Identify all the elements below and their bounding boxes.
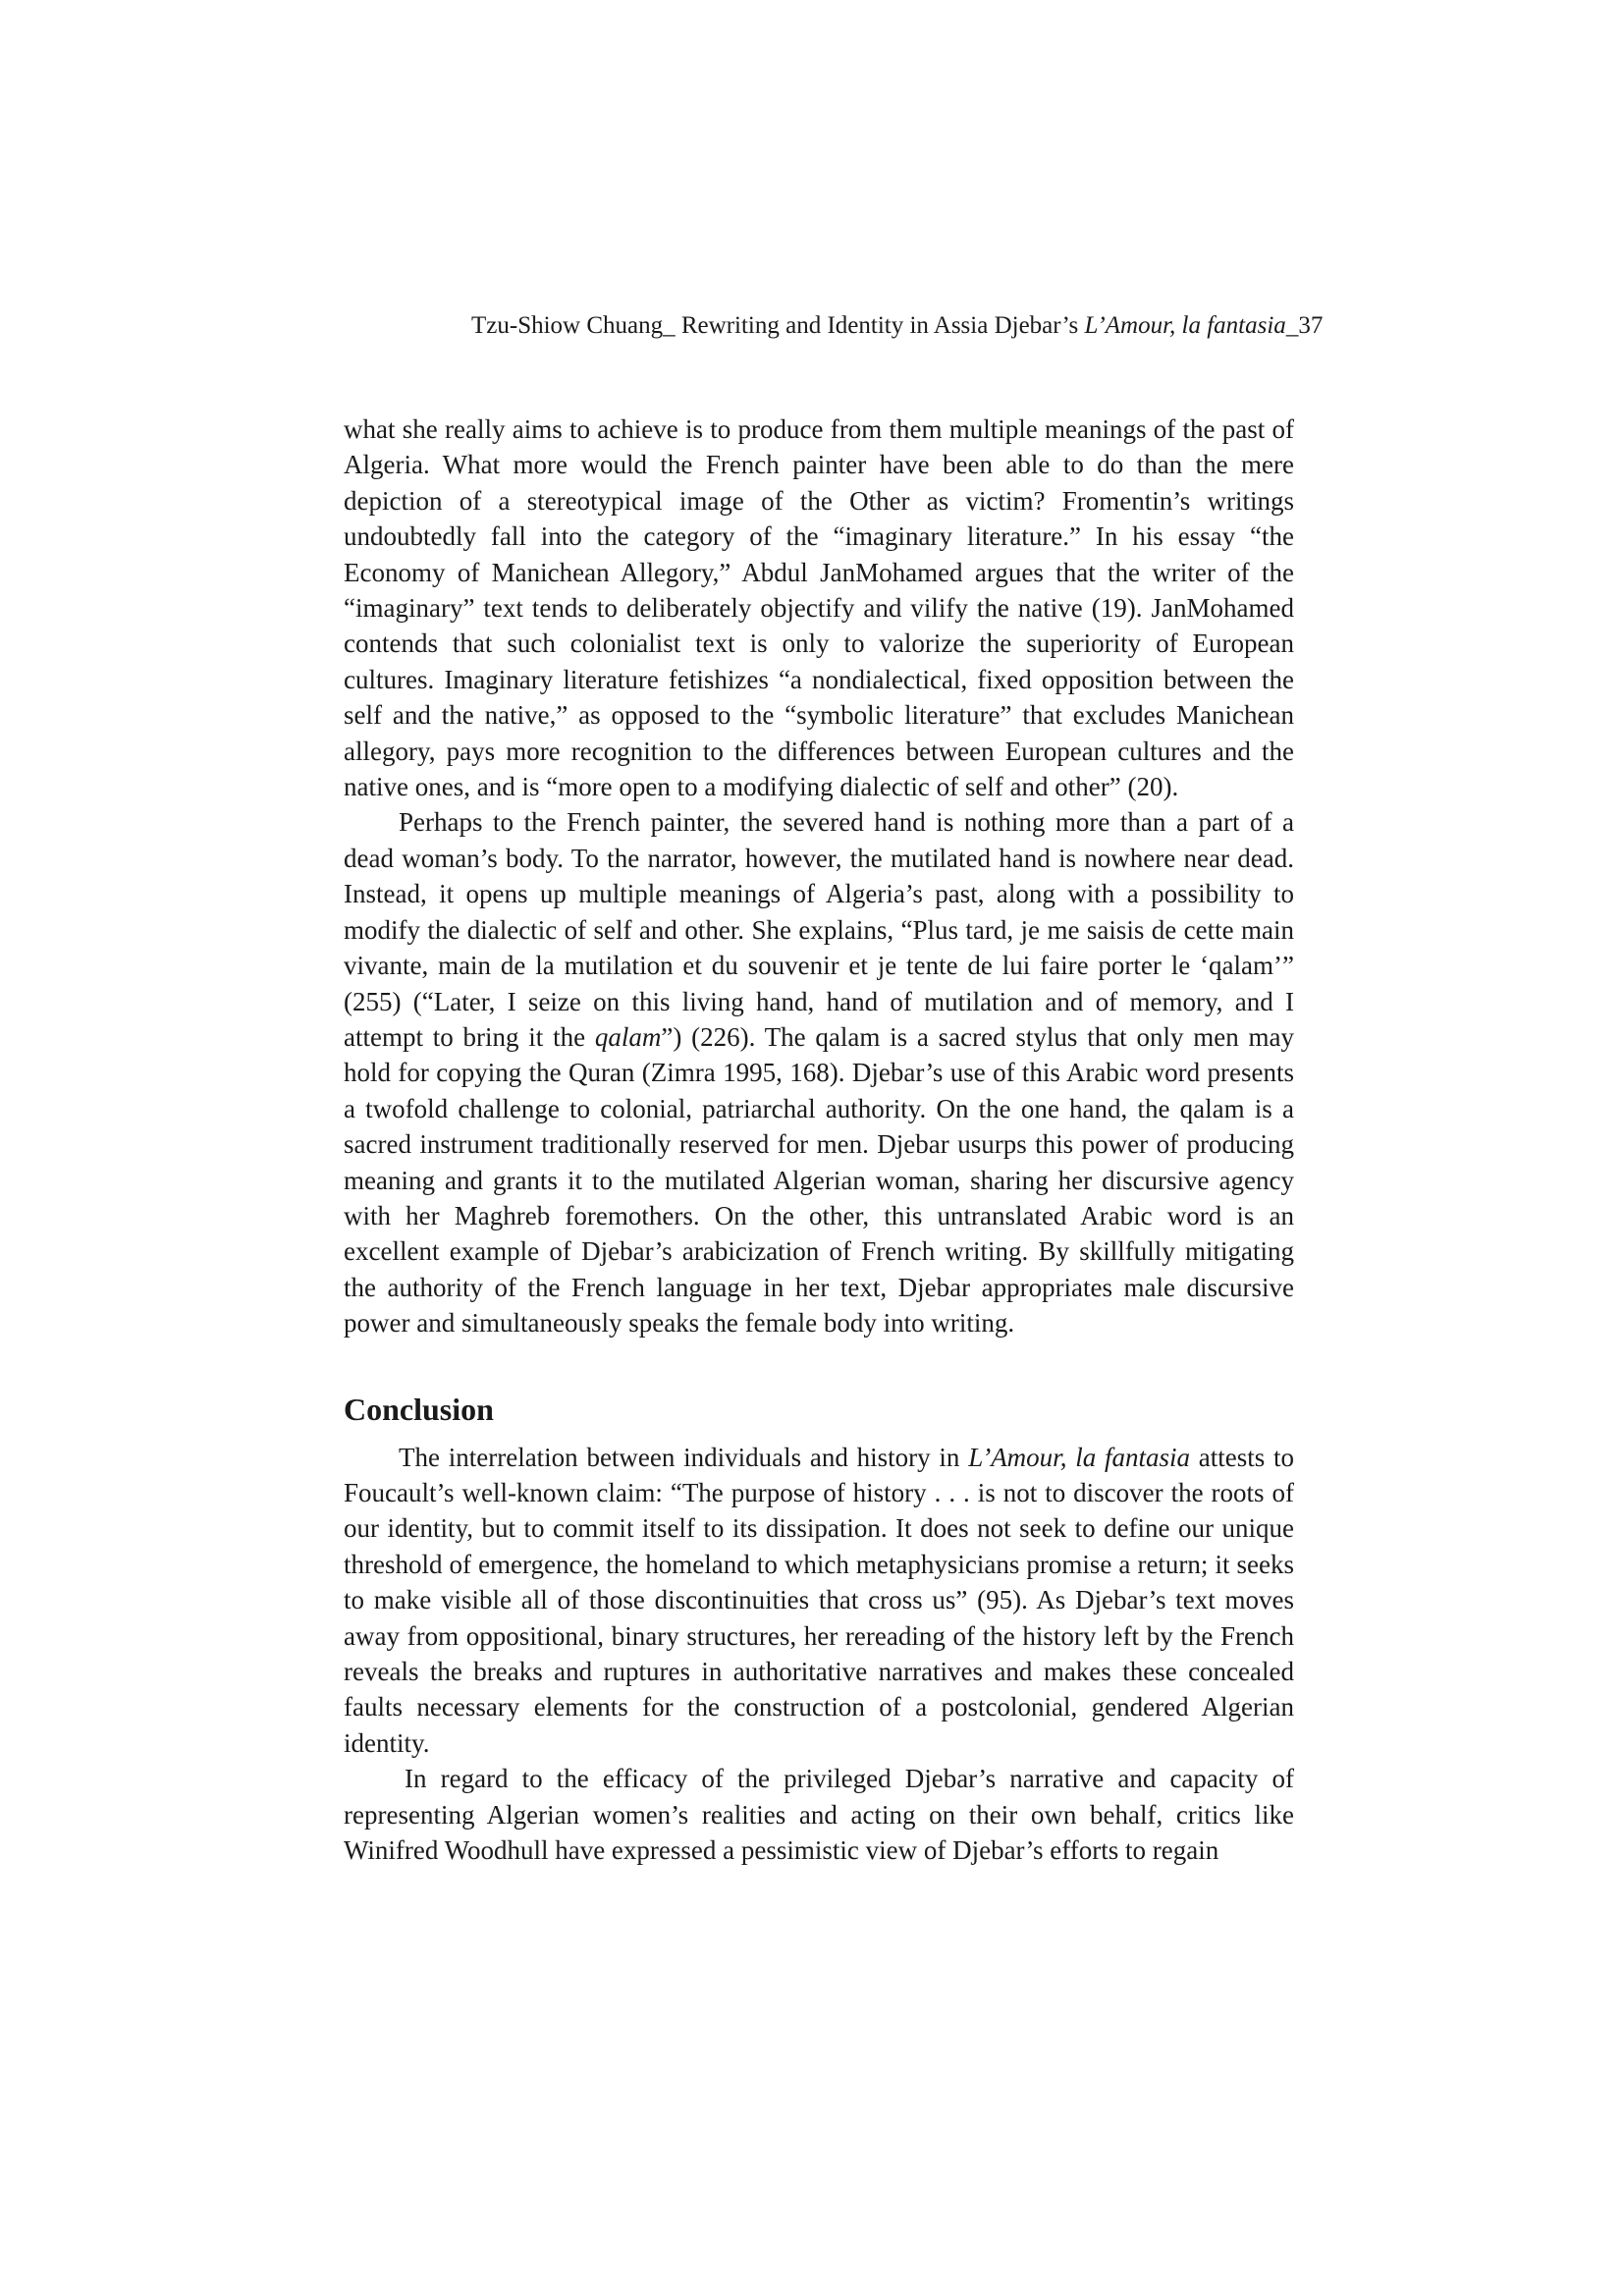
body-text — [344, 411, 1294, 1868]
header-author-title: Tzu-Shiow Chuang_ Rewriting and Identity in Assia Djebar’s — [471, 312, 1085, 339]
running-header — [471, 310, 1324, 342]
paragraph-conclusion-2: In regard to the efficacy of the privileged Djebar’s narrative and capacity of representing Algerian women’s realities and acting on their own behalf, critics like Winifred Woodhull have expressed a pessimistic view of Djebar’s efforts to regain — [344, 1764, 1294, 1866]
section-heading-conclusion: Conclusion — [344, 1391, 494, 1427]
paragraph-severed-hand-text-a: Perhaps to the French painter, the severed hand is nothing more than a part of a dead woman’s body. To the narrator, however, the mutilated hand is nowhere near dead. Instead, it opens up multiple meanings of Algeria’s past, along with a possibility to modify the dialectic of self and other. She explains, “Plus tard, je me saisis de cette main vivante, main de la mutilation et du souvenir et je tente de lui faire porter le ‘qalam’” (255) (“Later, I seize on this living hand, hand of mutilation and of memory, and I attempt to bring it the — [344, 807, 1294, 1052]
paragraph-continuation: what she really aims to achieve is to produce from them multiple meanings of the past of Algeria. What more would the French painter have been able to do than the mere depiction of a stereotypical image of the Other as victim? Fromentin’s writings undoubtedly fall into the category of the “imaginary literature.” In his essay “the Economy of Manichean Allegory,” Abdul JanMohamed argues that the writer of the “imaginary” text tends to deliberately objectify and vilify the native (19). JanMohamed contends that such colonialist text is only to valorize the superiority of European cultures. Imaginary literature fetishizes “a nondialectical, fixed opposition between the self and the native,” as opposed to the “symbolic literature” that excludes Manichean allegory, pays more recognition to the differences between European cultures and the native ones, and is “more open to a modifying dialectic of self and other” (20). — [344, 414, 1294, 802]
header-page-number: _37 — [1285, 312, 1324, 339]
paragraph-conclusion-1-text-a: The interrelation between individuals and history in — [399, 1442, 969, 1472]
paragraph-severed-hand — [344, 804, 1294, 1340]
header-work-title: L’Amour, la fantasia — [1084, 312, 1286, 339]
paragraph-conclusion-1-italic: L’Amour, la fantasia — [968, 1442, 1190, 1472]
paragraph-conclusion-1-text-b: attests to Foucault’s well-known claim: “The purpose of history . . . is not to discover the roots of our identity, but to commit itself to its dissipation. It does not seek to define our unique threshold of emergence, the homeland to which metaphysicians promise a return; it seeks to make visible all of those discontinuities that cross us” (95). As Djebar’s text moves away from oppositional, binary structures, her rereading of the history left by the French reveals the breaks and ruptures in authoritative narratives and makes these concealed faults necessary elements for the construction of a postcolonial, gendered Algerian identity. — [344, 1442, 1294, 1758]
paragraph-conclusion-1 — [344, 1440, 1294, 1762]
paragraph-severed-hand-italic: qalam — [594, 1021, 662, 1052]
paragraph-severed-hand-text-b: ”) (226). The qalam is a sacred stylus that only men may hold for copying the Quran (Zimra 1995, 168). Djebar’s use of this Arabic word presents a twofold challenge to colonial, patriarchal authority. On the one hand, the qalam is a sacred instrument traditionally reserved for men. Djebar usurps this power of producing meaning and grants it to the mutilated Algerian woman, sharing her discursive agency with her Maghreb foremothers. On the other, this untranslated Arabic word is an excellent example of Djebar’s arabicization of French writing. By skillfully mitigating the authority of the French language in her text, Djebar appropriates male discursive power and simultaneously speaks the female body into writing. — [344, 1021, 1294, 1339]
